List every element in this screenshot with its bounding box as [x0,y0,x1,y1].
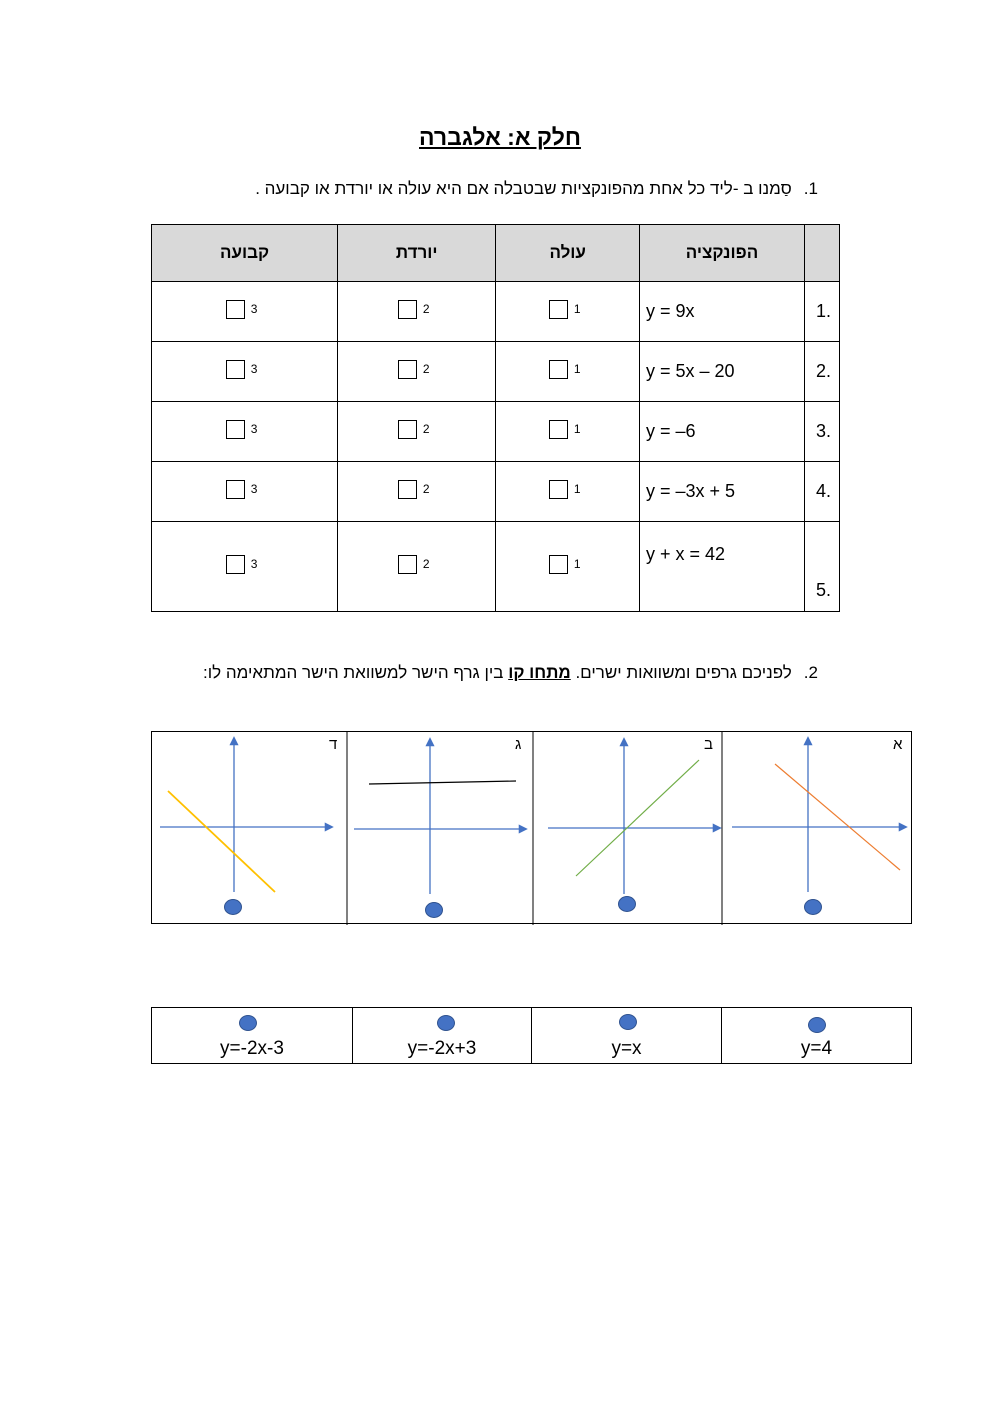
table-row [152,462,840,522]
option-number: 1 [573,557,581,571]
increasing-checkbox[interactable] [549,555,568,574]
equation-text: y=-2x+3 [407,1038,477,1059]
option-number: 3 [250,362,258,376]
table-row [152,282,840,342]
equation-dot[interactable] [437,1015,455,1031]
equations-row [151,1007,912,1064]
function-cell: y = –6 [640,402,805,462]
question-1 [255,179,818,199]
header-rownum [805,225,840,282]
row-number: .3 [805,402,840,462]
row-number: .5 [805,522,840,612]
equation-text: y=4 [800,1038,833,1059]
graph-line [775,764,900,870]
question-2-text-before: לפניכם גרפים ומשוואות ישרים. [570,663,792,682]
graph-line [369,781,516,784]
constant-checkbox[interactable] [226,480,245,499]
row-number: .1 [805,282,840,342]
option-number: 1 [573,422,581,436]
graph-dot[interactable] [805,900,822,915]
graph-label-alef: א [893,736,903,753]
graph-label-bet: ב [704,736,713,753]
header-decreasing: יורדת [338,225,496,282]
graph-dot[interactable] [619,897,636,912]
equation-cell [353,1008,532,1063]
constant-checkbox[interactable] [226,420,245,439]
option-number: 1 [573,482,581,496]
option-number: 3 [250,482,258,496]
option-number: 2 [422,557,430,571]
question-1-text: סַמנו ב -ליד כל אחת מהפונקציות שבטבלה אם היא עולה או יורדת או קבועה . [255,179,792,198]
equation-text: y=-2x-3 [220,1038,284,1059]
header-increasing: עולה [496,225,640,282]
decreasing-checkbox[interactable] [398,300,417,319]
increasing-checkbox[interactable] [549,360,568,379]
graphs-svg [152,732,913,925]
graph-dalet [160,738,332,915]
equation-cell [722,1008,911,1063]
decreasing-checkbox[interactable] [398,555,417,574]
graph-dot[interactable] [426,903,443,918]
function-cell: y = –3x + 5 [640,462,805,522]
question-1-number: 1. [803,179,818,198]
question-2 [203,663,818,683]
question-2-text-after: בין גרף הישר למשוואת הישר המתאימה לו: [203,663,509,682]
equation-dot[interactable] [239,1015,257,1031]
decreasing-checkbox[interactable] [398,480,417,499]
table-row [152,522,840,612]
option-number: 3 [250,422,258,436]
function-cell: y = 5x – 20 [640,342,805,402]
page-title: חלק א: אלגברה [419,124,581,150]
graphs-panel [151,731,912,924]
function-cell: y = 9x [640,282,805,342]
decreasing-checkbox[interactable] [398,360,417,379]
question-2-emphasis: מתחו קו [508,663,571,682]
equation-text: y=x [611,1038,642,1059]
option-number: 2 [422,302,430,316]
table-header-row [152,225,840,282]
graph-bet [548,739,720,912]
constant-checkbox[interactable] [226,555,245,574]
table-row [152,342,840,402]
graph-alef [732,738,906,915]
equation-dot[interactable] [619,1014,637,1030]
row-number: .2 [805,342,840,402]
option-number: 2 [422,482,430,496]
option-number: 2 [422,362,430,376]
option-number: 1 [573,302,581,316]
graph-line [576,760,699,876]
constant-checkbox[interactable] [226,360,245,379]
row-number: .4 [805,462,840,522]
function-cell: y + x = 42 [640,522,805,612]
graph-label-gimel: ג [515,736,522,753]
constant-checkbox[interactable] [226,300,245,319]
option-number: 3 [250,557,258,571]
increasing-checkbox[interactable] [549,300,568,319]
increasing-checkbox[interactable] [549,420,568,439]
table-row [152,402,840,462]
equation-dot[interactable] [808,1017,826,1033]
header-constant: קבועה [152,225,338,282]
equation-cell [532,1008,722,1063]
equation-cell [152,1008,353,1063]
option-number: 1 [573,362,581,376]
question-2-number: 2. [803,663,818,682]
header-function: הפונקציה [640,225,805,282]
graph-line [168,791,275,892]
option-number: 3 [250,302,258,316]
graph-label-dalet: ד [329,736,338,753]
functions-table [151,224,840,612]
option-number: 2 [422,422,430,436]
decreasing-checkbox[interactable] [398,420,417,439]
graph-dot[interactable] [225,900,242,915]
increasing-checkbox[interactable] [549,480,568,499]
graph-gimel [354,739,526,918]
